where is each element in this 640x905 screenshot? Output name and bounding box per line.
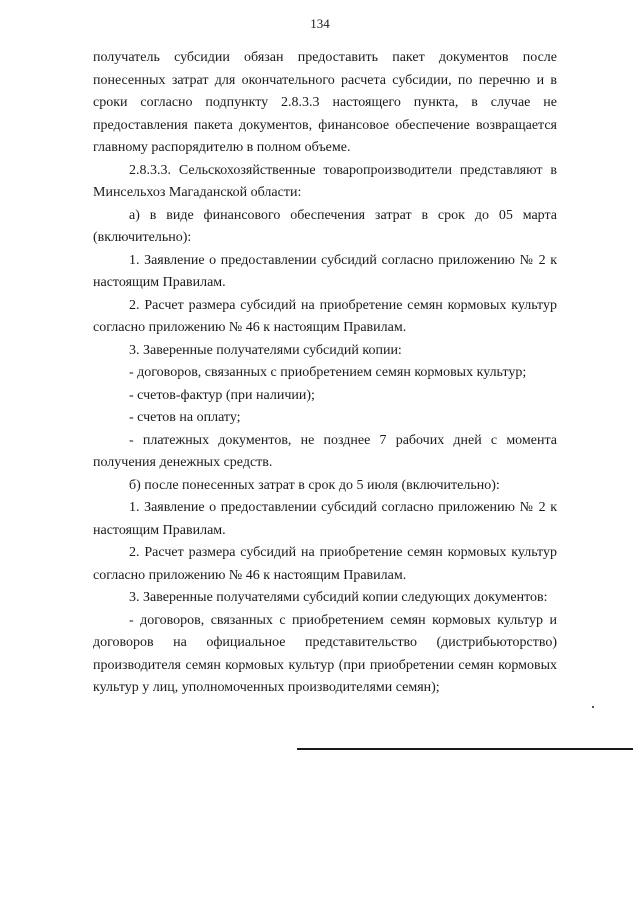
- paragraph-b-2-calculation: 2. Расчет размера субсидий на приобретение семян кормовых культур согласно приложению № 46 к настоящим Правилам.: [93, 545, 557, 583]
- paragraph-item-b: б) после понесенных затрат в срок до 5 июля (включительно):: [129, 477, 500, 493]
- paragraph-b-3-copies: 3. Заверенные получателями субсидий копии следующих документов:: [129, 590, 548, 605]
- paragraph-subsidy-return: получатель субсидии обязан предоставить пакет документов после понесенных затрат для окончательного расчета субсидии, по перечню и в сроки согласно подпункту 2.8.3.3 настоящего пункта, в случае не предоставления пакета документов, финансовое обеспечение возвращается главному распорядителю в полном объеме.: [93, 50, 557, 155]
- scan-mark: [592, 706, 594, 708]
- document-body: [93, 47, 557, 700]
- page-number: 134: [310, 16, 330, 31]
- paragraph-item-a: а) в виде финансового обеспечения затрат в срок до 05 марта (включительно):: [93, 207, 557, 245]
- footer-rule: [297, 748, 633, 750]
- list-item-bills: - счетов на оплату;: [129, 410, 241, 425]
- paragraph-a-1-application: 1. Заявление о предоставлении субсидий согласно приложению № 2 к настоящим Правилам.: [93, 252, 557, 290]
- list-item-payment-documents: - платежных документов, не позднее 7 рабочих дней с момента получения денежных средств.: [93, 432, 557, 470]
- paragraph-a-3-copies: 3. Заверенные получателями субсидий копии:: [129, 342, 402, 358]
- list-item-contracts-distribution: - договоров, связанных с приобретением семян кормовых культур и договоров на официальное представительство (дистрибьюторство) производителя семян кормовых культур (при приобретении семян кормовых культур у лиц, уполномоченных производителями семян);: [93, 612, 557, 695]
- paragraph-2-8-3-3: 2.8.3.3. Сельскохозяйственные товаропроизводители представляют в Минсельхоз Магаданской области:: [93, 162, 557, 200]
- list-item-invoices: - счетов-фактур (при наличии);: [129, 387, 315, 403]
- paragraph-a-2-calculation: 2. Расчет размера субсидий на приобретение семян кормовых культур согласно приложению № 46 к настоящим Правилам.: [93, 297, 557, 335]
- paragraph-b-1-application: 1. Заявление о предоставлении субсидий согласно приложению № 2 к настоящим Правилам.: [93, 500, 557, 538]
- list-item-contracts: - договоров, связанных с приобретением семян кормовых культур;: [129, 365, 527, 380]
